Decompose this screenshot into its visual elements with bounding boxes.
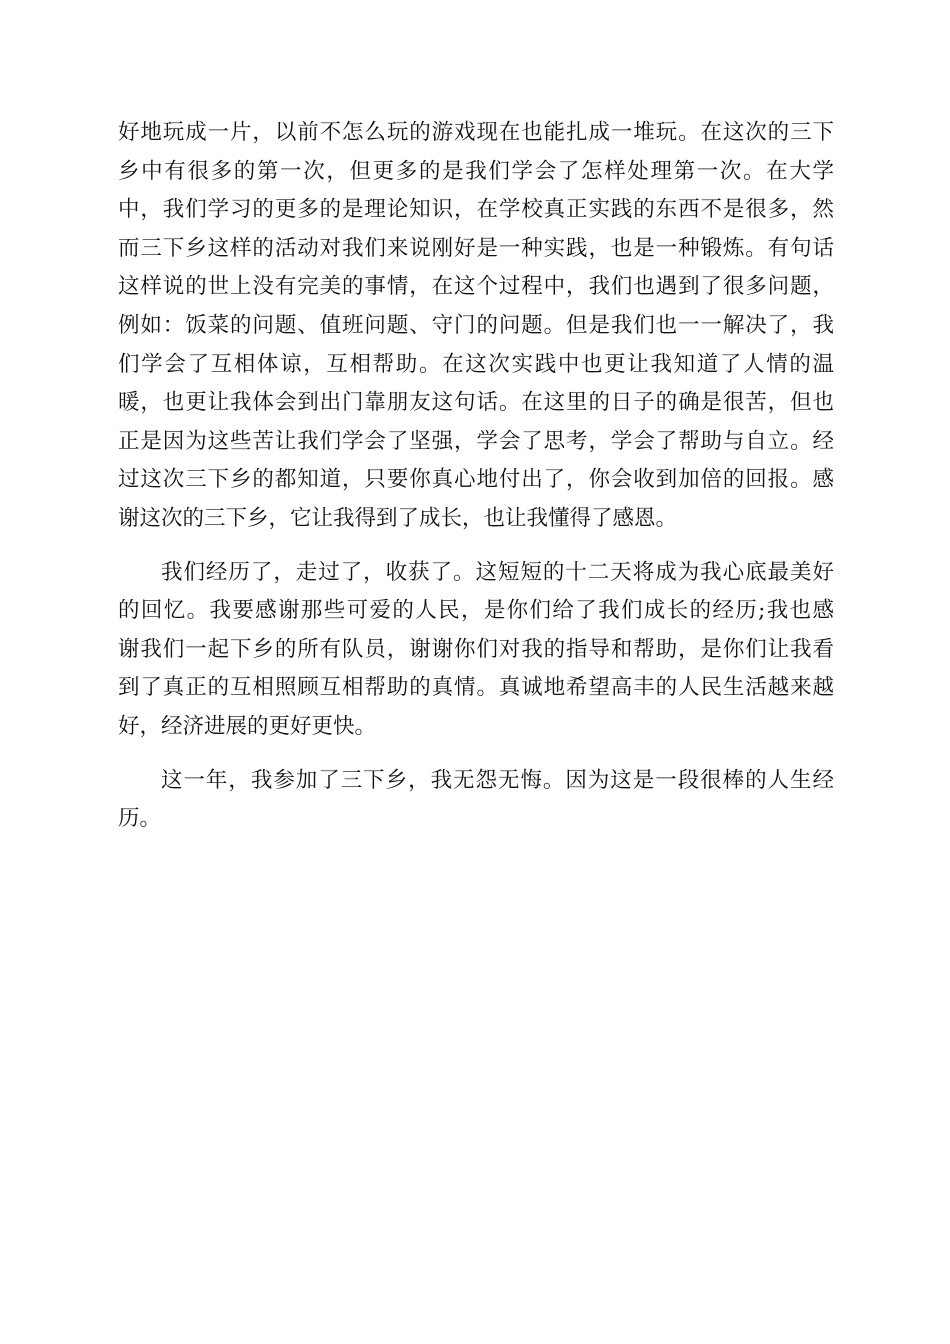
paragraph-line: 历。 [118, 806, 162, 832]
paragraph-line: 好地玩成一片，以前不怎么玩的游戏现在也能扎成一堆玩。在这次的三下 [118, 120, 834, 145]
paragraph-line: 的回忆。我要感谢那些可爱的人民，是你们给了我们成长的经历;我也感 [118, 598, 834, 624]
paragraph-line: 过这次三下乡的都知道，只要你真心地付出了，你会收到加倍的回报。感 [118, 467, 834, 493]
paragraph-line: 谢我们一起下乡的所有队员，谢谢你们对我的指导和帮助，是你们让我看 [118, 636, 834, 662]
paragraph-line: 我们经历了，走过了，收获了。这短短的十二天将成为我心底最美好 [161, 559, 834, 585]
paragraph-2 [118, 554, 834, 747]
paragraph-line: 这样说的世上没有完美的事情，在这个过程中，我们也遇到了很多问题， [118, 274, 834, 300]
paragraph-line: 们学会了互相体谅，互相帮助。在这次实践中也更让我知道了人情的温 [118, 351, 834, 377]
paragraph-line: 例如：饭菜的问题、值班问题、守门的问题。但是我们也一一解决了，我 [118, 312, 834, 338]
paragraph-line: 乡中有很多的第一次，但更多的是我们学会了怎样处理第一次。在大学 [118, 158, 834, 184]
paragraph-line: 而三下乡这样的活动对我们来说刚好是一种实践，也是一种锻炼。有句话 [118, 235, 834, 261]
paragraph-line: 暖，也更让我体会到出门靠朋友这句话。在这里的日子的确是很苦，但也 [118, 390, 834, 416]
paragraph-line: 谢这次的三下乡，它让我得到了成长，也让我懂得了感恩。 [118, 505, 678, 531]
paragraph-line: 这一年，我参加了三下乡，我无怨无悔。因为这是一段很棒的人生经 [161, 767, 834, 793]
paragraph-1 [118, 114, 834, 539]
paragraph-line: 好，经济进展的更好更快。 [118, 713, 377, 739]
paragraph-line: 到了真正的互相照顾互相帮助的真情。真诚地希望高丰的人民生活越来越 [118, 675, 834, 701]
paragraph-line: 正是因为这些苦让我们学会了坚强，学会了思考，学会了帮助与自立。经 [118, 428, 834, 454]
paragraph-3 [118, 762, 834, 839]
document-body [118, 114, 834, 854]
paragraph-line: 中，我们学习的更多的是理论知识，在学校真正实践的东西不是很多，然 [118, 197, 834, 223]
